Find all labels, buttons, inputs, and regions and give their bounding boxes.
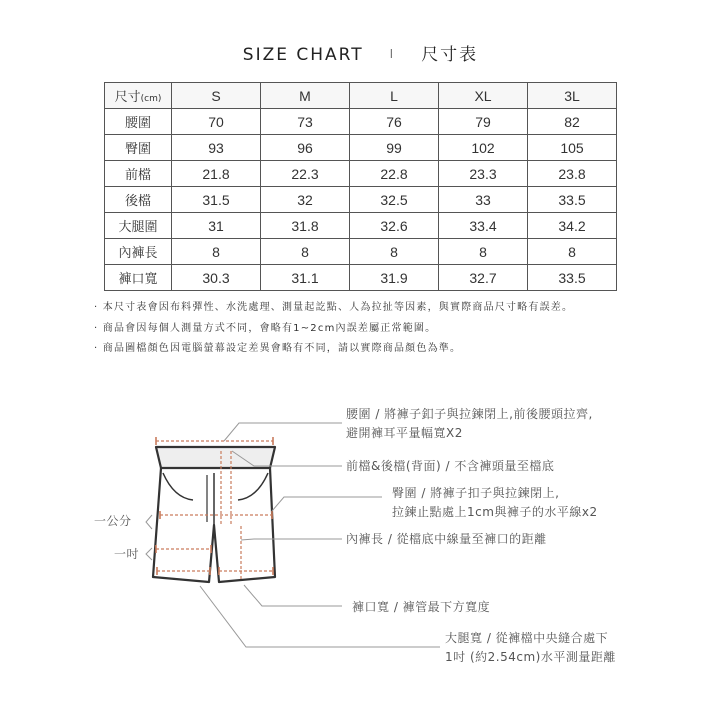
one-cm-label: 一公分: [94, 514, 132, 528]
row-label: 前檔: [105, 161, 172, 187]
table-cell: 34.2: [528, 213, 617, 239]
column-header: S: [172, 83, 261, 109]
rise-label: 前檔&後檔(背面) / 不含褲頭量至檔底: [346, 459, 555, 473]
table-cell: 33.5: [528, 187, 617, 213]
table-cell: 31: [172, 213, 261, 239]
table-cell: 22.3: [261, 161, 350, 187]
table-cell: 32.6: [350, 213, 439, 239]
hip-label-line-2: 拉鍊止點處上1cm與褲子的水平線x2: [392, 505, 598, 519]
thigh-label-line-1: 大腿寬 / 從褲檔中央縫合處下: [445, 631, 609, 645]
table-cell: 32.5: [350, 187, 439, 213]
corner-label: 尺寸: [114, 90, 141, 105]
table-cell: 8: [172, 239, 261, 265]
table-cell: 93: [172, 135, 261, 161]
table-cell: 33.4: [439, 213, 528, 239]
table-cell: 8: [261, 239, 350, 265]
row-label: 大腿圍: [105, 213, 172, 239]
table-cell: 79: [439, 109, 528, 135]
column-header: XL: [439, 83, 528, 109]
inseam-label: 內褲長 / 從檔底中線量至褲口的距離: [346, 532, 547, 546]
table-cell: 31.9: [350, 265, 439, 291]
table-cell: 82: [528, 109, 617, 135]
table-cell: 102: [439, 135, 528, 161]
waist-label-line-2: 避開褲耳平量幅寬X2: [346, 426, 463, 440]
table-cell: 31.8: [261, 213, 350, 239]
corner-unit: (cm): [140, 94, 162, 104]
table-cell: 23.3: [439, 161, 528, 187]
table-cell: 96: [261, 135, 350, 161]
table-cell: 22.8: [350, 161, 439, 187]
hip-label: [392, 484, 598, 522]
table-cell: 30.3: [172, 265, 261, 291]
table-cell: 73: [261, 109, 350, 135]
note-item: · 商品會因每個人測量方式不同，會略有1~2cm內誤差屬正常範圍。: [94, 319, 573, 340]
table-cell: 33.5: [528, 265, 617, 291]
table-cell: 70: [172, 109, 261, 135]
column-header: 3L: [528, 83, 617, 109]
table-cell: 99: [350, 135, 439, 161]
table-cell: 8: [350, 239, 439, 265]
table-cell: 76: [350, 109, 439, 135]
table-cell: 105: [528, 135, 617, 161]
table-cell: 32.7: [439, 265, 528, 291]
column-header: M: [261, 83, 350, 109]
note-item: · 商品圖檔顏色因電腦螢幕設定差異會略有不同，請以實際商品顏色為準。: [94, 339, 573, 360]
hem-label: 褲口寬 / 褲管最下方寬度: [352, 600, 491, 614]
row-label: 褲口寬: [105, 265, 172, 291]
table-cell: 31.1: [261, 265, 350, 291]
row-label: 內褲長: [105, 239, 172, 265]
table-cell: 31.5: [172, 187, 261, 213]
title-separator: I: [389, 47, 396, 61]
thigh-label-line-2: 1吋 (約2.54cm)水平測量距離: [445, 650, 616, 664]
waist-label-line-1: 腰圍 / 將褲子釦子與拉鍊閉上,前後腰頭拉齊,: [346, 407, 593, 421]
note-item: · 本尺寸表會因布料彈性、水洗處理、測量起訖點、人為拉扯等因素，與實際商品尺寸略有誤差。: [94, 298, 573, 319]
table-cell: 23.8: [528, 161, 617, 187]
table-cell: 33: [439, 187, 528, 213]
row-label: 腰圍: [105, 109, 172, 135]
one-inch-label: 一吋: [114, 547, 140, 561]
table-cell: 8: [528, 239, 617, 265]
row-label: 後檔: [105, 187, 172, 213]
title-zh: 尺寸表: [421, 45, 479, 65]
row-label: 臀圍: [105, 135, 172, 161]
thigh-label: [445, 629, 616, 667]
table-cell: 8: [439, 239, 528, 265]
waist-label: [346, 405, 593, 443]
column-header: L: [350, 83, 439, 109]
table-cell: 21.8: [172, 161, 261, 187]
title-en: SIZE CHART: [242, 45, 364, 65]
table-cell: 32: [261, 187, 350, 213]
hip-label-line-1: 臀圍 / 將褲子扣子與拉鍊閉上,: [392, 486, 560, 500]
